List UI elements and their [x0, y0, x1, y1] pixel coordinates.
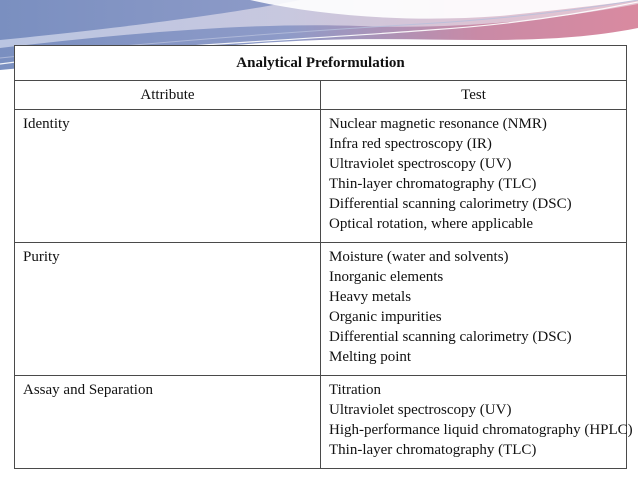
attribute-cell: Assay and Separation — [15, 376, 321, 469]
test-cell — [321, 243, 627, 376]
table-row — [15, 243, 627, 376]
table-title: Analytical Preformulation — [15, 46, 627, 81]
column-header-test: Test — [321, 81, 627, 110]
test-item: Thin-layer chromatography (TLC) — [329, 442, 537, 458]
table-header-row — [15, 81, 627, 110]
test-item: Melting point — [329, 349, 412, 365]
test-item: Organic impurities — [329, 309, 442, 325]
test-item: Moisture (water and solvents) — [329, 249, 509, 265]
test-item: Nuclear magnetic resonance (NMR) — [329, 116, 547, 132]
column-header-attribute: Attribute — [15, 81, 321, 110]
test-cell — [321, 110, 627, 243]
test-item: Heavy metals — [329, 289, 412, 305]
table-row — [15, 376, 627, 469]
table-row — [15, 110, 627, 243]
attribute-cell: Identity — [15, 110, 321, 243]
test-item: Optical rotation, where applicable — [329, 216, 534, 232]
test-item: Inorganic elements — [329, 269, 444, 285]
test-item: Thin-layer chromatography (TLC) — [329, 176, 537, 192]
test-item: Differential scanning calorimetry (DSC) — [329, 196, 572, 212]
test-item: Infra red spectroscopy (IR) — [329, 136, 492, 152]
test-item: Titration — [329, 382, 381, 398]
test-item: Differential scanning calorimetry (DSC) — [329, 329, 572, 345]
test-cell — [321, 376, 633, 469]
test-item: Ultraviolet spectroscopy (UV) — [329, 156, 512, 172]
test-item: High-performance liquid chromatography (HPLC) — [329, 422, 633, 438]
analytical-preformulation-table — [14, 45, 633, 469]
test-item: Ultraviolet spectroscopy (UV) — [329, 402, 512, 418]
attribute-cell: Purity — [15, 243, 321, 376]
table-title-row — [15, 46, 627, 81]
